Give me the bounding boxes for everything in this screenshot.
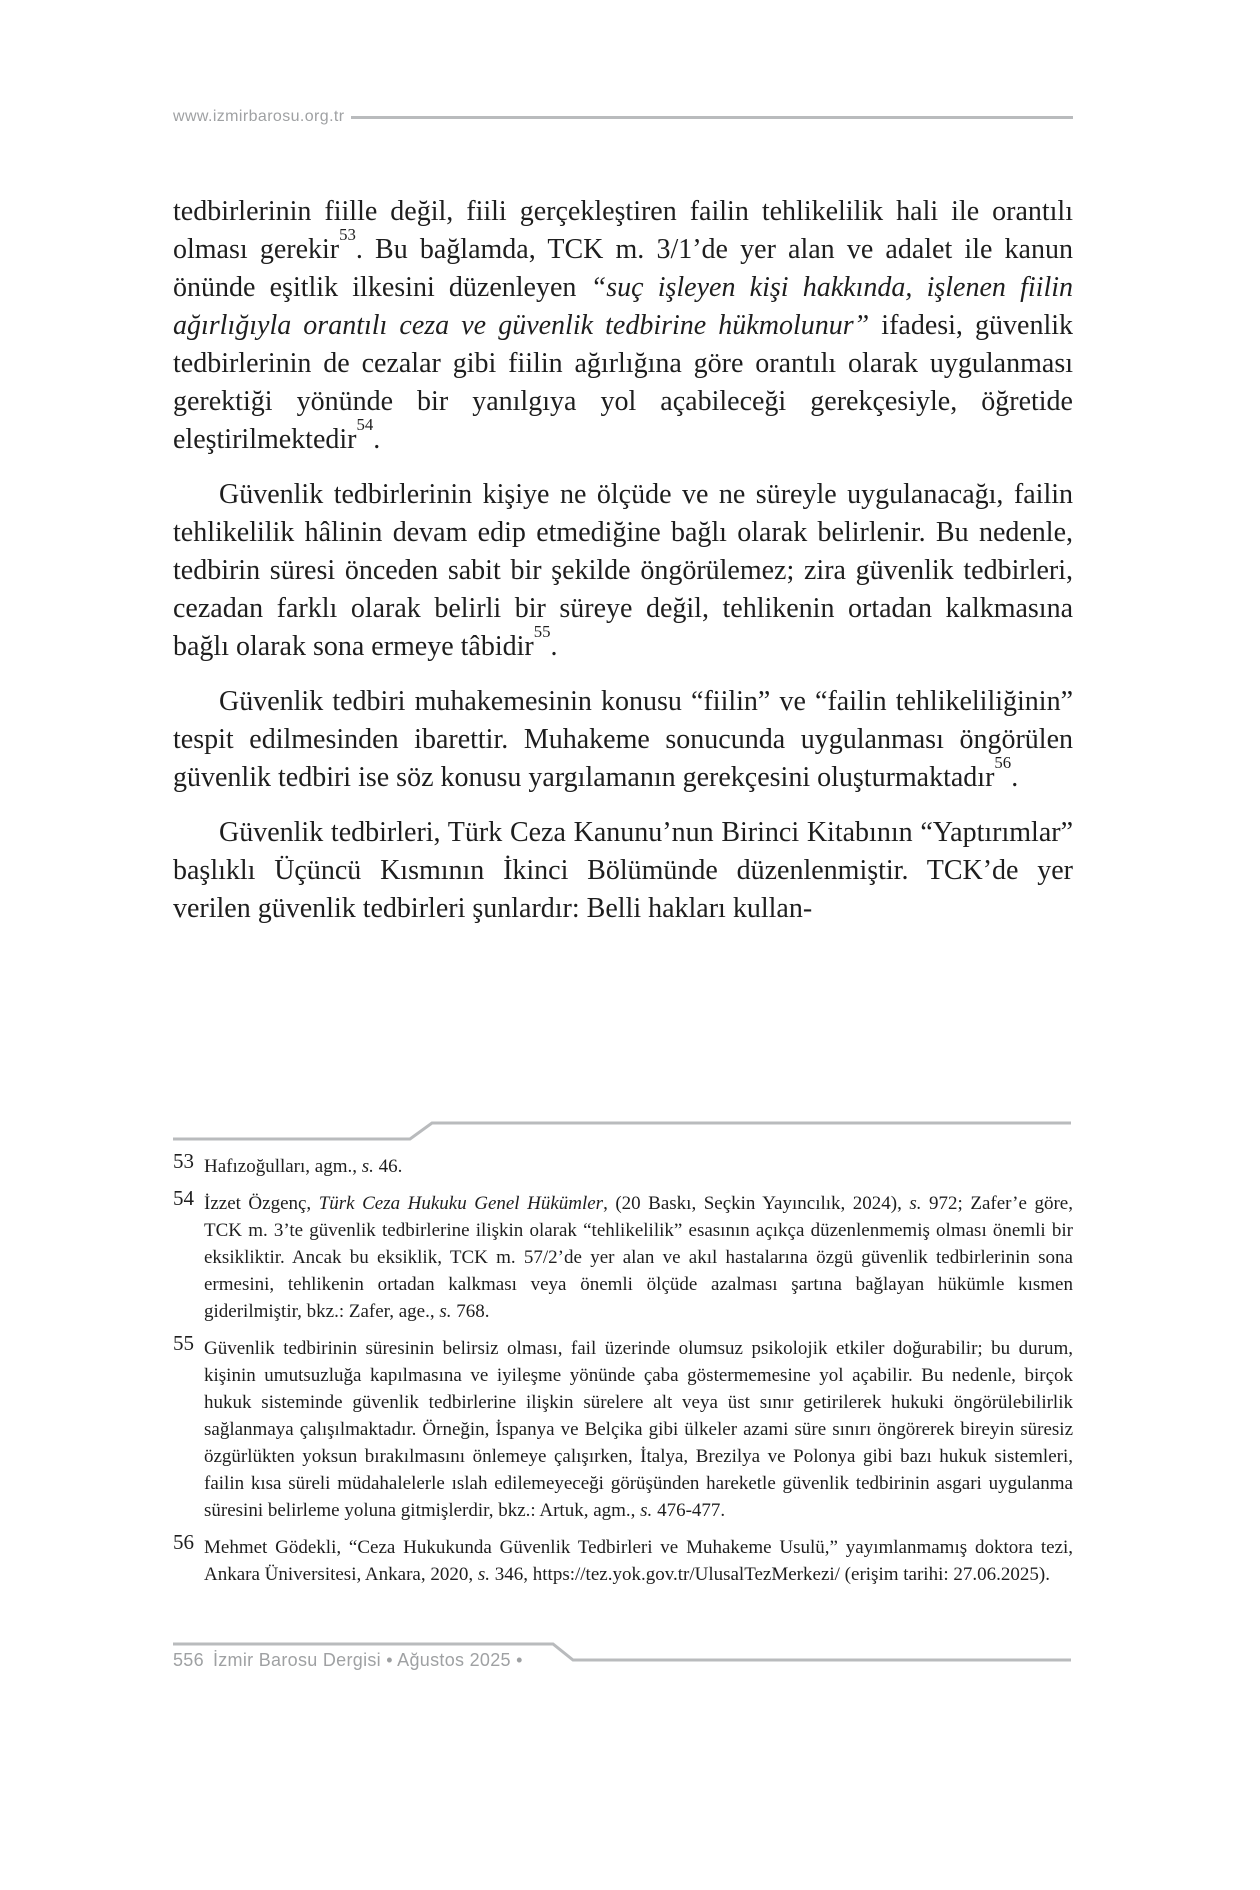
journal-name-date: İzmir Barosu Dergisi • Ağustos 2025 •	[212, 1650, 523, 1670]
text-run: Güvenlik tedbiri muhakemesinin konusu “fiilin” ve “failin tehlikeliliğinin” tespit edilmesinden ibarettir. Muhakeme sonucunda uygulanması öngörülen güvenlik tedbiri ise söz konusu yargılamanın gerekçesini oluşturmaktadır	[173, 686, 1073, 793]
paragraph-3	[173, 683, 1073, 797]
footnote-reference: 54	[356, 415, 374, 435]
page-header	[173, 108, 1073, 126]
text-run: ifadesi, güvenlik tedbirlerinin de cezalar gibi fiilin ağırlığına göre orantılı olarak uygulanması gerektiği yönünde bir yanılgıya yol açabileceği gerekçesiyle, öğretide eleştirilmektedir	[173, 310, 1073, 455]
text-run: .	[373, 424, 381, 455]
footnote-number: 53	[173, 1149, 194, 1173]
header-website-url: www.izmirbarosu.org.tr	[173, 108, 345, 125]
footnote-text	[204, 1338, 1073, 1521]
footnote-text	[204, 1537, 1073, 1585]
text-run: s.	[361, 1156, 374, 1177]
footnote-reference: 55	[533, 622, 551, 642]
footnote-55	[173, 1331, 1073, 1524]
text-run: Hafızoğulları, agm.,	[204, 1156, 362, 1177]
footnote-text	[204, 1193, 1073, 1322]
text-run: , (20 Baskı, Seçkin Yayıncılık, 2024),	[603, 1193, 910, 1214]
footnote-text	[204, 1156, 402, 1177]
footer-text	[173, 1650, 523, 1671]
text-run: Güvenlik tedbirleri, Türk Ceza Kanunu’nun Birinci Kitabının “Yaptırımlar” başlıklı Üçüncü Kısmının İkinci Bölümünde düzenlenmiştir. TCK’de yer verilen güvenlik tedbirleri şunlardır: Belli hakları kullan-	[173, 817, 1073, 924]
footnote-separator	[173, 1120, 1073, 1142]
text-run: . Bu bağlamda, TCK m. 3/1’de yer alan ve adalet ile kanun önünde eşitlik ilkesini düzenleyen	[173, 234, 1073, 303]
footnotes	[173, 1149, 1073, 1597]
text-run: 768.	[451, 1301, 490, 1322]
text-run: 346, https://tez.yok.gov.tr/UlusalTezMerkezi/ (erişim tarihi: 27.06.2025).	[490, 1564, 1050, 1585]
text-run: tedbirlerinin fiille değil, fiili gerçekleştiren failin tehlikelilik hali ile orantılı olması gerekir	[173, 196, 1073, 265]
footnote-number: 55	[173, 1331, 194, 1355]
text-run: 972; Zafer’e göre, TCK m. 3’te güvenlik tedbirlerine ilişkin olarak “tehlikelilik” esasının açıkça düzenlenmemiş olması önemli bir eksikliktir. Ancak bu eksiklik, TCK m. 57/2’de yer alan ve akıl hastalarına özgü güvenlik tedbirlerinin sona ermesini, tehlikenin ortadan kalkması veya önemli ölçüde azalması şartına bağlayan hükümle kısmen giderilmiştir, bkz.: Zafer, age.,	[204, 1193, 1073, 1322]
body-text	[173, 193, 1073, 945]
text-run: Mehmet Gödekli, “Ceza Hukukunda Güvenlik Tedbirleri ve Muhakeme Usulü,” yayımlanmamış doktora tezi, Ankara Üniversitesi, Ankara, 2020,	[204, 1537, 1073, 1585]
footnote-reference: 53	[339, 225, 356, 245]
text-run: İzzet Özgenç,	[204, 1193, 319, 1214]
text-run: s.	[640, 1500, 653, 1521]
text-run: Güvenlik tedbirinin süresinin belirsiz olması, fail üzerinde olumsuz psikolojik etkiler doğurabilir; bu durum, kişinin umutsuzluğa kapılmasına ve iyileşme yönünde çaba göstermemesine yol açabilir. Bu nedenle, birçok hukuk sisteminde güvenlik tedbirlerine ilişkin sürelere alt veya üst sınır getirilerek hukuki öngörülebilirlik sağlanmaya çalışılmaktadır. Örneğin, İspanya ve Belçika gibi ülkeler azami süre sınırı öngörerek bireyin süresiz özgürlükten yoksun bırakılmasını önlemeye çalışırken, İtalya, Brezilya ve Polonya gibi bazı hukuk sistemleri, failin kısa süreli müdahalelerle ıslah edilemeyeceği görüşünden hareketle güvenlik tedbirinin asgari uygulanma süresini belirleme yoluna gitmişlerdir, bkz.: Artuk, agm.,	[204, 1338, 1073, 1521]
footnote-53	[173, 1149, 1073, 1180]
footnote-separator-line	[173, 1120, 1073, 1142]
footnote-54	[173, 1186, 1073, 1325]
header-rule	[351, 116, 1073, 119]
footnote-number: 56	[173, 1530, 194, 1554]
text-run: s.	[909, 1193, 922, 1214]
text-run: s.	[477, 1564, 491, 1585]
text-run: .	[550, 631, 558, 662]
footnote-56	[173, 1530, 1073, 1588]
paragraph-1	[173, 193, 1073, 459]
text-run: Türk Ceza Hukuku Genel Hükümler	[318, 1193, 604, 1214]
footnote-number: 54	[173, 1186, 194, 1210]
text-run: “suç işleyen kişi hakkında, işlenen fiilin ağırlığıyla orantılı ceza ve güvenlik tedbirine hükmolunur”	[173, 272, 1073, 341]
page-number: 556	[173, 1650, 204, 1670]
paragraph-2	[173, 476, 1073, 666]
page-footer	[173, 1641, 1073, 1687]
text-run: Güvenlik tedbirlerinin kişiye ne ölçüde ve ne süreyle uygulanacağı, failin tehlikelilik hâlinin devam edip etmediğine bağlı olarak belirlenir. Bu nedenle, tedbirin süresi önceden sabit bir şekilde öngörülemez; zira güvenlik tedbirleri, cezadan farklı olarak belirli bir süreye değil, tehlikenin ortadan kalkmasına bağlı olarak sona ermeye tâbidir	[173, 479, 1073, 662]
footnote-reference: 56	[994, 753, 1012, 773]
paragraph-4	[173, 814, 1073, 928]
text-run: .	[1011, 762, 1019, 793]
text-run: s.	[439, 1301, 452, 1322]
text-run: 46.	[373, 1156, 403, 1177]
text-run: 476-477.	[652, 1500, 726, 1521]
